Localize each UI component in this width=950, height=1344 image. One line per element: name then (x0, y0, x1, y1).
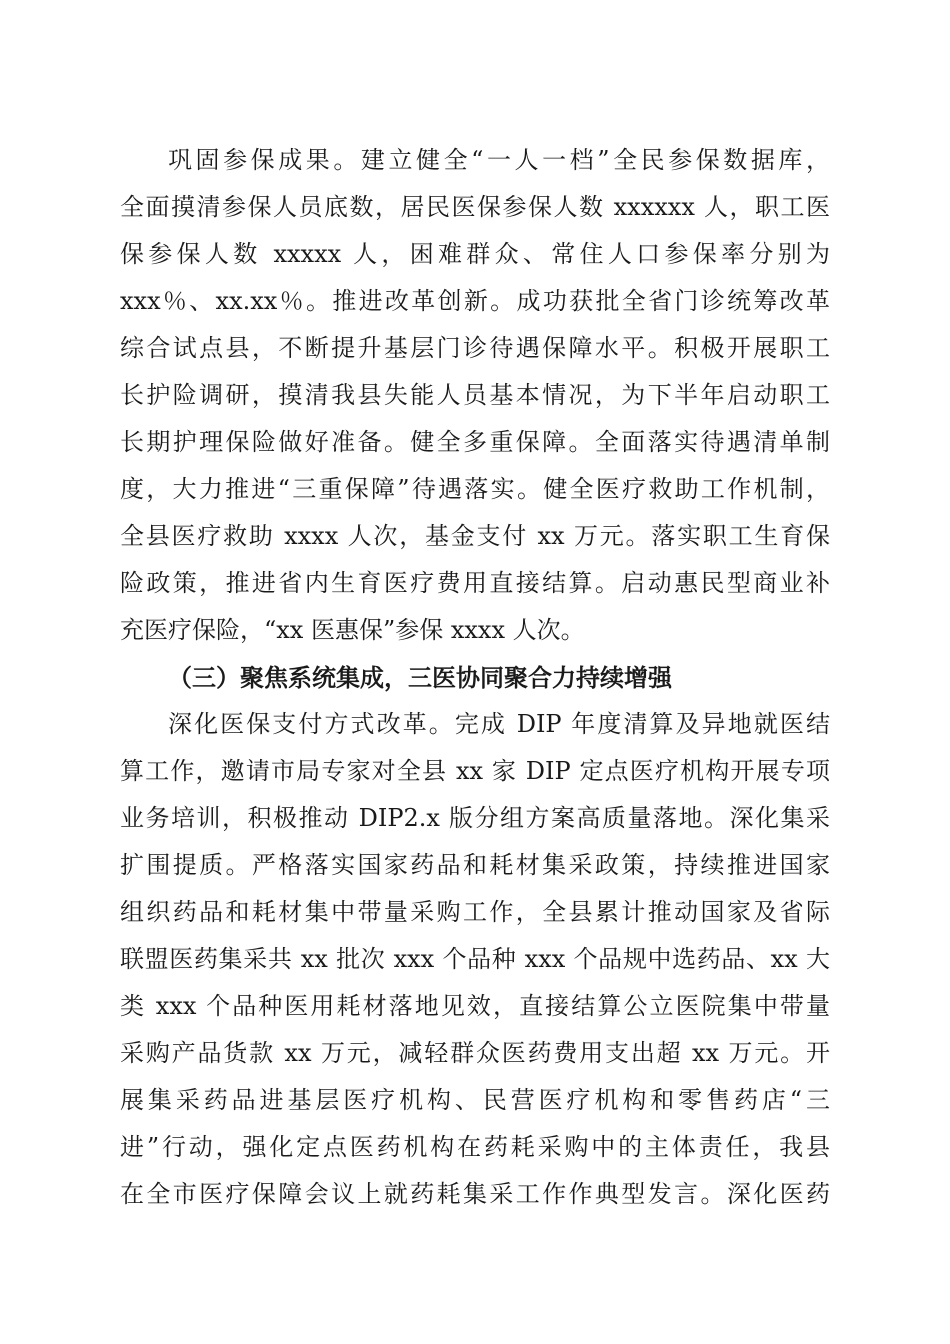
paragraph-1-line-5: 综合试点县，不断提升基层门诊待遇保障水平。积极开展职工 (120, 334, 830, 362)
paragraph-1-line-1: 巩固参保成果。建立健全“一人一档”全民参保数据库， (168, 146, 830, 174)
section-heading-3: （三）聚焦系统集成，三医协同聚合力持续增强 (168, 663, 672, 692)
paragraph-1-line-7: 长期护理保险做好准备。健全多重保障。全面落实待遇清单制 (120, 428, 830, 456)
paragraph-1-line-11: 充医疗保险，“xx 医惠保”参保 xxxx 人次。 (120, 616, 585, 644)
paragraph-1-line-4: xxx％、xx.xx％。推进改革创新。成功获批全省门诊统筹改革 (120, 287, 830, 315)
paragraph-1-line-8: 度，大力推进“三重保障”待遇落实。健全医疗救助工作机制， (120, 475, 830, 503)
paragraph-2-line-10: 进”行动，强化定点医药机构在药耗采购中的主体责任，我县 (120, 1133, 830, 1161)
document-body (120, 137, 830, 1218)
paragraph-2-line-11: 在全市医疗保障会议上就药耗集采工作作典型发言。深化医药 (120, 1180, 830, 1208)
paragraph-1-line-3: 保参保人数 xxxxx 人，困难群众、常住人口参保率分别为 (120, 240, 830, 268)
paragraph-2-line-3: 业务培训，积极推动 DIP2.x 版分组方案高质量落地。深化集采 (120, 804, 830, 832)
paragraph-2-line-2: 算工作，邀请市局专家对全县 xx 家 DIP 定点医疗机构开展专项 (120, 757, 830, 785)
paragraph-2-line-6: 联盟医药集采共 xx 批次 xxx 个品种 xxx 个品规中选药品、xx 大 (120, 945, 830, 973)
paragraph-2-line-5: 组织药品和耗材集中带量采购工作，全县累计推动国家及省际 (120, 898, 830, 926)
paragraph-2-line-4: 扩围提质。严格落实国家药品和耗材集采政策，持续推进国家 (120, 851, 830, 879)
paragraph-1-line-6: 长护险调研，摸清我县失能人员基本情况，为下半年启动职工 (120, 381, 830, 409)
paragraph-1-line-9: 全县医疗救助 xxxx 人次，基金支付 xx 万元。落实职工生育保 (120, 522, 830, 550)
paragraph-1-line-10: 险政策，推进省内生育医疗费用直接结算。启动惠民型商业补 (120, 569, 830, 597)
paragraph-2-line-8: 采购产品货款 xx 万元，减轻群众医药费用支出超 xx 万元。开 (120, 1039, 830, 1067)
paragraph-1-line-2: 全面摸清参保人员底数，居民医保参保人数 xxxxxx 人，职工医 (120, 193, 830, 221)
paragraph-2-line-1: 深化医保支付方式改革。完成 DIP 年度清算及异地就医结 (168, 710, 830, 738)
paragraph-2-line-7: 类 xxx 个品种医用耗材落地见效，直接结算公立医院集中带量 (120, 992, 830, 1020)
paragraph-2-line-9: 展集采药品进基层医疗机构、民营医疗机构和零售药店“三 (120, 1086, 830, 1114)
